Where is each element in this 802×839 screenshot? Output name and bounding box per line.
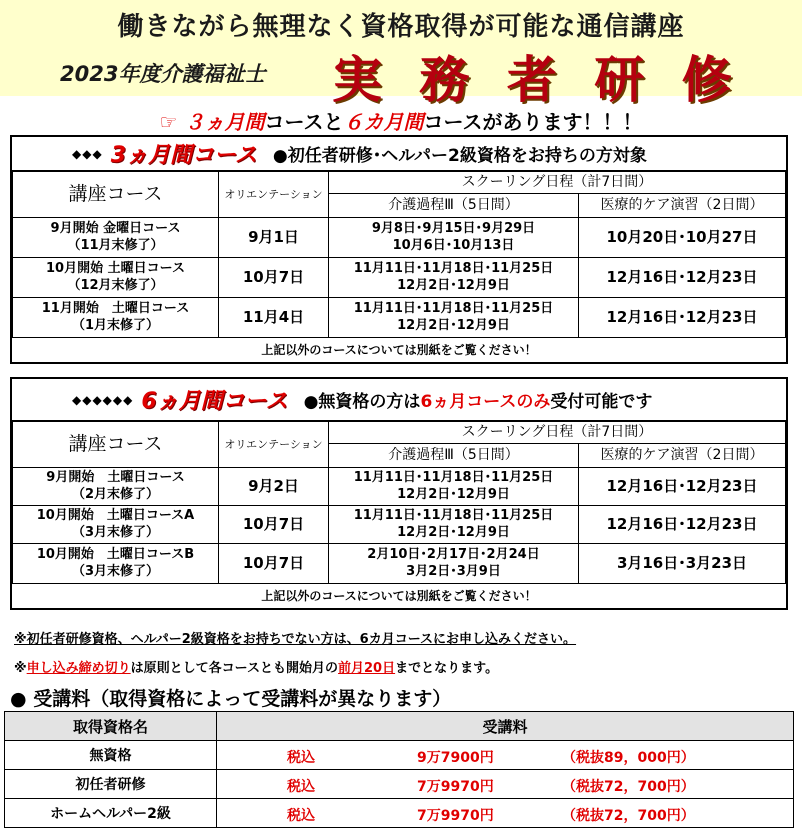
col-kaigo: 介護過程Ⅲ（5日間）	[329, 444, 579, 468]
qualification-name: 初任者研修	[5, 770, 217, 799]
fee-excl-tax: （税抜72，700円）	[562, 808, 695, 824]
schedule-table-6	[12, 421, 786, 584]
course-name: 10月開始 土曜日コース （12月末修了）	[13, 258, 219, 298]
section-3-header	[12, 137, 786, 171]
iryo-dates: 3月16日･3月23日	[579, 544, 786, 584]
announce-duration-6: ６カ月間	[343, 110, 424, 134]
fee-excl-tax: （税抜72，700円）	[562, 779, 695, 795]
section-3-title: 3ヵ月間コース	[110, 143, 257, 168]
diamond-bullets: ◆◆◆◆◆◆	[72, 392, 134, 407]
section-6-title: 6ヵ月間コース	[141, 389, 288, 414]
kaigo-dates: 11月11日･11月18日･11月25日 12月2日･12月9日	[329, 468, 579, 506]
qualification-name: ホームヘルパー2級	[5, 799, 217, 828]
year-label: 2023年度介護福祉士	[60, 62, 266, 86]
iryo-dates: 10月20日･10月27日	[579, 218, 786, 258]
table-row	[5, 799, 794, 828]
col-orientation: オリエンテーション	[219, 422, 329, 468]
kaigo-dates: 2月10日･2月17日･2月24日 3月2日･3月9日	[329, 544, 579, 584]
orientation-date: 9月2日	[219, 468, 329, 506]
section-6-note: ●無資格の方は6ヵ月コースのみ受付可能です	[303, 392, 653, 412]
table-row	[5, 741, 794, 770]
fee-amount: 7万9970円	[417, 808, 494, 824]
fee-heading: ● 受講料（取得資格によって受講料が異なります）	[10, 688, 452, 710]
course-name: 10月開始 土曜日コースB （3月末修了）	[13, 544, 219, 584]
table-row	[13, 506, 786, 544]
table-row	[13, 218, 786, 258]
tax-label: 税込	[287, 779, 315, 795]
page-title: 実 務 者 研 修	[332, 51, 742, 109]
tax-label: 税込	[287, 808, 315, 824]
announce-mid: コースと	[264, 110, 344, 134]
pointing-hand-icon: ☞	[159, 110, 178, 134]
kaigo-dates: 11月11日･11月18日･11月25日 12月2日･12月9日	[329, 258, 579, 298]
announce-duration-3: ３ヵ月間	[184, 110, 265, 134]
qualification-note: ※初任者研修資格、ヘルパー2級資格をお持ちでない方は、6カ月コースにお申し込みください。	[14, 632, 577, 647]
course-name: 11月開始 土曜日コース （1月末修了）	[13, 298, 219, 338]
fee-amount: 9万7900円	[417, 750, 494, 766]
col-iryo: 医療的ケア演習（2日間）	[579, 194, 786, 218]
table-row	[5, 770, 794, 799]
section-6-header	[12, 379, 786, 421]
fee-excl-tax: （税抜89，000円）	[562, 750, 695, 766]
orientation-date: 10月7日	[219, 506, 329, 544]
course-name: 10月開始 土曜日コースA （3月末修了）	[13, 506, 219, 544]
qualification-name: 無資格	[5, 741, 217, 770]
kaigo-dates: 11月11日･11月18日･11月25日 12月2日･12月9日	[329, 298, 579, 338]
table-row	[13, 544, 786, 584]
section-3-month	[10, 135, 788, 364]
announce-tail: コースがあります！！！	[423, 110, 643, 134]
orientation-date: 11月4日	[219, 298, 329, 338]
col-qualification: 取得資格名	[5, 712, 217, 741]
col-kaigo: 介護過程Ⅲ（5日間）	[329, 194, 579, 218]
fee-cell	[217, 799, 794, 828]
kaigo-dates: 11月11日･11月18日･11月25日 12月2日･12月9日	[329, 506, 579, 544]
col-course: 講座コース	[13, 422, 219, 468]
orientation-date: 10月7日	[219, 258, 329, 298]
course-name: 9月開始 土曜日コース （2月末修了）	[13, 468, 219, 506]
course-name: 9月開始 金曜日コース （11月末修了）	[13, 218, 219, 258]
orientation-date: 10月7日	[219, 544, 329, 584]
fee-cell	[217, 741, 794, 770]
kaigo-dates: 9月8日･9月15日･9月29日 10月6日･10月13日	[329, 218, 579, 258]
orientation-date: 9月1日	[219, 218, 329, 258]
iryo-dates: 12月16日･12月23日	[579, 258, 786, 298]
col-schooling: スクーリング日程（計7日間）	[329, 172, 786, 194]
section-3-footer: 上記以外のコースについては別紙をご覧ください！	[261, 343, 537, 357]
deadline-note: ※申し込み締め切りは原則として各コースとも開始月の前月20日までとなります。	[14, 661, 499, 676]
fee-amount: 7万9970円	[417, 779, 494, 795]
table-row	[13, 298, 786, 338]
course-announcement	[0, 106, 802, 135]
section-6-month	[10, 377, 788, 610]
diamond-bullets: ◆◆◆	[72, 146, 103, 161]
iryo-dates: 12月16日･12月23日	[579, 506, 786, 544]
tagline: 働きながら無理なく資格取得が可能な通信講座	[117, 12, 685, 42]
col-schooling: スクーリング日程（計7日間）	[329, 422, 786, 444]
tax-label: 税込	[287, 750, 315, 766]
col-fee: 受講料	[217, 712, 794, 741]
table-row	[13, 258, 786, 298]
col-course: 講座コース	[13, 172, 219, 218]
table-row	[13, 468, 786, 506]
section-6-footer: 上記以外のコースについては別紙をご覧ください！	[261, 589, 537, 603]
fee-cell	[217, 770, 794, 799]
iryo-dates: 12月16日･12月23日	[579, 298, 786, 338]
section-3-note: ●初任者研修･ヘルパー2級資格をお持ちの方対象	[272, 146, 647, 166]
col-iryo: 医療的ケア演習（2日間）	[579, 444, 786, 468]
iryo-dates: 12月16日･12月23日	[579, 468, 786, 506]
col-orientation: オリエンテーション	[219, 172, 329, 218]
schedule-table-3	[12, 171, 786, 338]
fee-table	[4, 711, 794, 828]
